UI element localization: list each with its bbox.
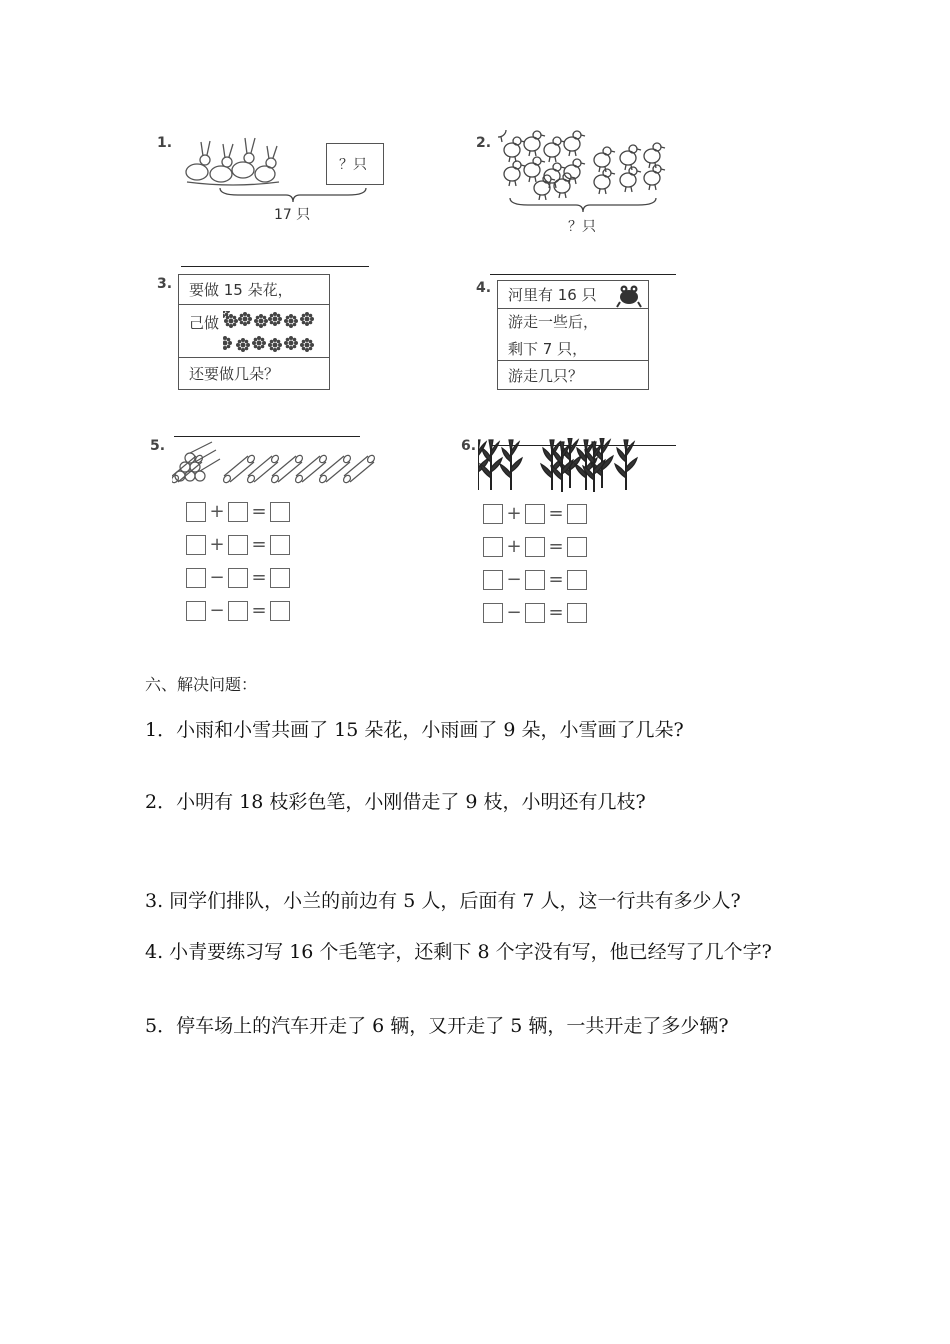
table-cell-text: 要做 15 朵花，	[189, 281, 293, 299]
section-heading: 六、解决问题：	[145, 675, 258, 694]
total-brace	[218, 186, 368, 204]
answer-box[interactable]	[483, 570, 503, 590]
frog-icon	[616, 282, 642, 308]
equals-sign: =	[251, 567, 267, 588]
equation-row	[483, 570, 587, 590]
equals-sign: =	[548, 536, 564, 557]
answer-box[interactable]	[186, 568, 206, 588]
equation-row	[186, 535, 290, 555]
table-row	[179, 358, 329, 389]
frog-table	[497, 280, 649, 390]
operator: +	[506, 536, 522, 557]
figure-2-number: 2.	[476, 135, 492, 151]
equals-sign: =	[251, 534, 267, 555]
operator: +	[506, 503, 522, 524]
answer-box[interactable]	[270, 601, 290, 621]
answer-box[interactable]	[228, 502, 248, 522]
answer-box[interactable]	[270, 535, 290, 555]
figure-5-number: 5.	[150, 438, 166, 454]
table-row	[498, 281, 648, 309]
table-cell-text: 己做	[189, 314, 220, 332]
answer-box[interactable]	[525, 570, 545, 590]
answer-box[interactable]	[525, 603, 545, 623]
chick-group-icon	[498, 130, 668, 200]
corn-plant-icon	[478, 438, 638, 492]
table-row	[179, 305, 329, 358]
answer-box[interactable]	[228, 601, 248, 621]
figure-4-number: 4.	[476, 280, 492, 296]
flower-table	[178, 274, 330, 390]
total-label: ？只	[568, 219, 596, 235]
answer-box[interactable]	[228, 535, 248, 555]
answer-box[interactable]	[186, 502, 206, 522]
equals-sign: =	[548, 503, 564, 524]
answer-box[interactable]	[483, 537, 503, 557]
log-icon	[172, 440, 387, 484]
answer-box[interactable]	[525, 537, 545, 557]
answer-line[interactable]	[181, 266, 369, 267]
answer-box[interactable]	[525, 504, 545, 524]
question-3: 3. 同学们排队，小兰的前边有 5 人，后面有 7 人，这一行共有多少人?	[145, 890, 741, 912]
equals-sign: =	[251, 501, 267, 522]
table-cell-text: 游走一些后，	[508, 312, 599, 331]
total-label: 17 只	[274, 207, 311, 223]
table-cell-text: 游走几只？	[508, 366, 584, 385]
question-2: 2．小明有 18 枝彩色笔，小刚借走了 9 枝，小明还有几枝?	[145, 791, 646, 813]
figure-6-number: 6.	[461, 438, 477, 454]
table-row	[498, 361, 648, 389]
operator: −	[506, 569, 522, 590]
question-5: 5．停车场上的汽车开走了 6 辆，又开走了 5 辆，一共开走了多少辆?	[145, 1015, 729, 1037]
operator: +	[209, 501, 225, 522]
equation-row	[483, 603, 587, 623]
flower-icon	[223, 311, 327, 355]
answer-box[interactable]	[270, 502, 290, 522]
answer-box[interactable]	[228, 568, 248, 588]
operator: −	[209, 567, 225, 588]
total-brace	[508, 196, 658, 214]
answer-box[interactable]	[567, 570, 587, 590]
equation-row	[186, 502, 290, 522]
operator: −	[209, 600, 225, 621]
equals-sign: =	[548, 602, 564, 623]
answer-box[interactable]	[567, 537, 587, 557]
rabbit-group-icon	[183, 132, 283, 190]
unknown-count-label: ？只	[339, 157, 367, 173]
operator: −	[506, 602, 522, 623]
answer-box[interactable]	[567, 603, 587, 623]
figure-3-number: 3.	[157, 276, 173, 292]
answer-box[interactable]	[270, 568, 290, 588]
question-1: 1．小雨和小雪共画了 15 朵花，小雨画了 9 朵，小雪画了几朵?	[145, 719, 684, 741]
answer-line[interactable]	[174, 436, 360, 437]
table-row	[179, 275, 329, 305]
equation-row	[186, 568, 290, 588]
equation-row	[483, 537, 587, 557]
answer-box[interactable]	[483, 504, 503, 524]
question-4: 4. 小青要练习写 16 个毛笔字，还剩下 8 个字没有写，他已经写了几个字?	[145, 941, 772, 963]
table-row	[498, 309, 648, 361]
table-cell-text: 还要做几朵？	[189, 365, 280, 383]
answer-box[interactable]	[567, 504, 587, 524]
answer-box[interactable]	[186, 601, 206, 621]
answer-line[interactable]	[490, 274, 676, 275]
equals-sign: =	[251, 600, 267, 621]
equation-row	[483, 504, 587, 524]
answer-box[interactable]	[186, 535, 206, 555]
unknown-count-box	[326, 143, 384, 185]
table-cell-text: 河里有 16 只	[508, 286, 597, 304]
equals-sign: =	[548, 569, 564, 590]
figure-1-number: 1.	[157, 135, 173, 151]
equation-row	[186, 601, 290, 621]
operator: +	[209, 534, 225, 555]
answer-box[interactable]	[483, 603, 503, 623]
table-cell-text: 剩下 7 只，	[508, 339, 588, 358]
